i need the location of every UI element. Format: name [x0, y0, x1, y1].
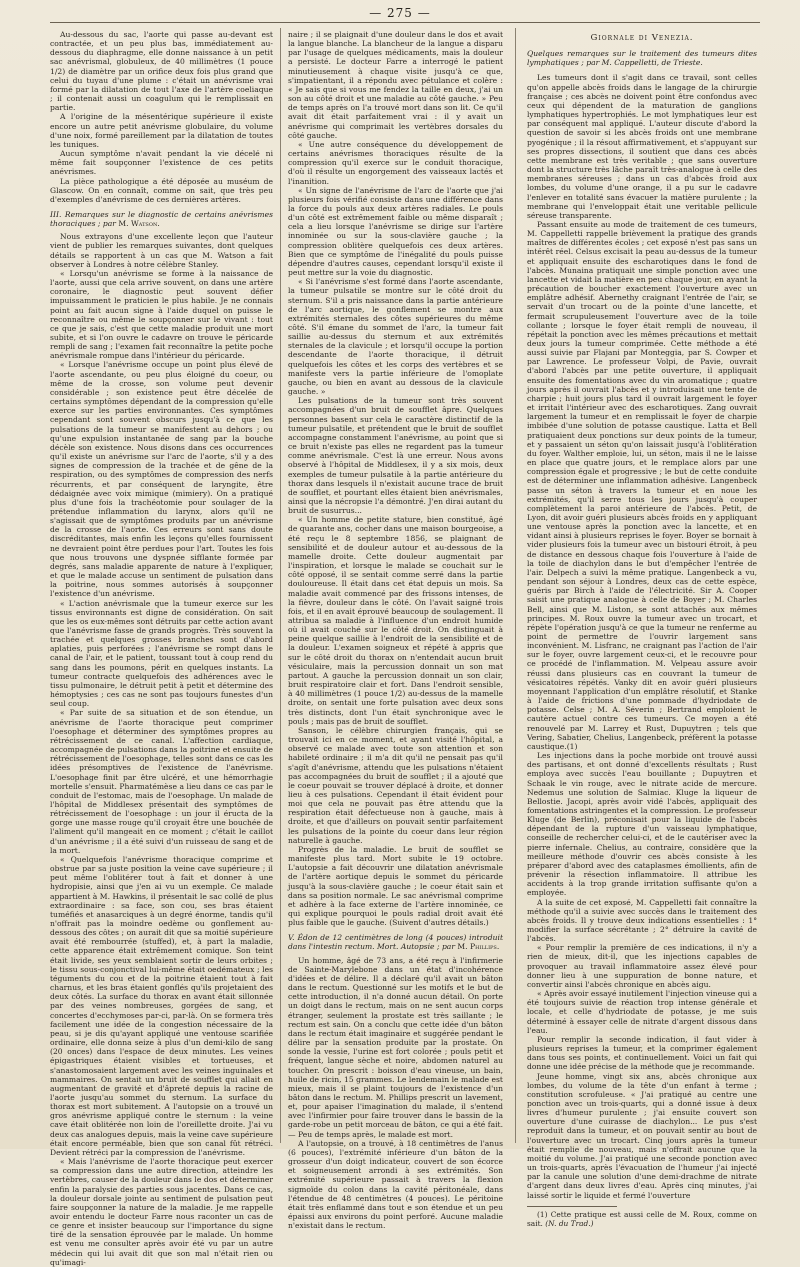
- paragraph: Progrès de la maladie. Le bruit de soufflet se manifeste plus tard. Mort subite le 19 octobre. L'autopsie a fait découvrir une dilatation anévrismale de l'artère aortique depuis le sommet du péricarde jusqu'à la sous-clavière gauche ; le coeur était sain et dans sa position normale. Le sac anévrismal comprime et adhère à la face externe de l'artère innominée, ce qui explique pourquoi le pouls radial droit avait été plus faible que le gauche. (Suivent d'autres détails.): [288, 844, 503, 928]
- section-author: M. Phillips.: [457, 942, 500, 952]
- paragraph: « Si l'anévrisme s'est formé dans l'aorte ascendante, la tumeur pulsatile se montre sur le côté droit du sternum. S'il a pris naissance dans la partie antérieure de l'arc aortique, le gonflement se montre aux extrémités sternales des côtes supérieures du même côté. S'il émane du sommet de l'arc, la tumeur fait saillie au-dessus du sternum et aux extrémités sternales de la clavicule ; et lorsqu'il occupe la portion descendante de l'aorte thoracique, il détruit quelquefois les côtes et les corps des vertèbres et se manifeste vers la partie inférieure de l'omoplate gauche, ou bien en avant au dessous de la clavicule gauche. »: [288, 277, 503, 397]
- paragraph: Aucun symptôme n'avait pendant la vie décelé ni même fait soupçonner l'existence de ces petits anévrismes.: [50, 149, 273, 177]
- paragraph: Sanson, le célèbre chirurgien français, qui se trouvait ici en ce moment, et ayant visité l'hôpital, a observé ce malade avec toute son attention et son habileté ordinaire ; il m'a dit qu'il ne pensait pas qu'il s'agît d'anévrisme, attendu que les pulsations n'étaient pas accompagnées du bruit de soufflet ; il a ajouté que le coeur pouvait se trouver déplacé à droite, et donner lieu à ces pulsations. Cependant il était évident pour moi que cela ne pouvait pas être attendu que la respiration était défectueuse non à gauche, mais à droite, et que d'ailleurs on pouvait sentir parfaitement les pulsations de la pointe du coeur dans leur région naturelle à gauche.: [288, 725, 503, 845]
- author-prefix: par: [441, 942, 455, 952]
- column-1: [50, 30, 273, 1267]
- section-heading-iii: [50, 210, 273, 228]
- column-2: [288, 30, 503, 1231]
- section-title: Édon de 12 centimètres de long (4 pouces) introduit dans l'intestin rectum. Mort. Autopsie ;: [288, 933, 503, 952]
- column-3: [527, 30, 757, 1228]
- paragraph: Jeune homme, vingt six ans, abcès chronique aux lombes, du volume de la tête d'un enfant à terme ; constitution scrofuleuse. « J'ai pratiqué au centre une ponction avec un trois-quarts, qui a donné issue à deux livres d'humeur purulente ; j'ai ensuite couvert son ouverture d'une cuirasse de diachylon... Le pus s'est reproduit dans la tumeur, et on pouvait sentir au bout de l'ouverture avec un trocart. Cinq jours après la tumeur était remplie de nouveau, mais n'offrait aucune que la moitié du volume. J'ai pratiqué une seconde ponction avec un trois-quarts, après l'évacuation de l'humeur j'ai injecté par la canule une solution d'une demi-drachme de nitrate d'argent dans deux livres d'eau. Après cinq minutes, j'ai laissé sortir le liquide et fermé l'ouverture: [527, 1071, 757, 1200]
- section-number: III.: [50, 209, 62, 219]
- page-number: — 275 —: [369, 6, 431, 20]
- section-author: M. Watson.: [118, 219, 160, 229]
- paragraph: « Quelquefois l'anévrisme thoracique comprime et obstrue par sa juste position la veine cave supérieure ; il peut même l'oblitérer tout à fait et donner à une hydropisie, ainsi que j'en ai vu un exemple. Ce malade appartient à M. Hawkins, il présentait le sac collé de plus extraordinaire : sa face, son cou, ses bras étaient tuméfiés et anasarciques à un degré énorme, tandis qu'il n'offrait pas la moindre oedème ou gonflement au-dessous des côtes ; on aurait dit que sa moitié supérieure avait été rembourrée (stuffed), et, à part la maladie, cette apparence était extrêmement comique. Son teint était livide, ses yeux semblaient sortir de leurs orbites ; le tissu sous-conjonctival lui-même était oedémateux ; les téguments du cou et de la poitrine étaient tout à fait charnus, et les bras étaient gonflés qu'ils projetaient des deux côtés. La surface du thorax en avant était sillonnée par des veines nombreuses, gorgées de sang, et concertes d'ecchymoses par-ci, par-là. On se formera très facilement une idée de la congestion nécessaire de la peau, si je dis qu'ayant appliqué une ventouse scarifiée ordinaire, elle donna seize à plus d'un demi-kilo de sang (20 onces) dans l'espace de deux minutes. Les veines épigastriques étaient visibles et tortueuses, et s'anastomosaient largement avec les veines inguinales et mammaires. On sentait un bruit de soufflet qui allait en augmentant de gravité et d'âpreté depuis la racine de l'aorte jusqu'au sommet du sternum. La surface du thorax est mort subitement. A l'autopsie on a trouvé un gros anévrisme appliqué contre le sternum : la veine cave était oblitérée non loin de l'oreillette droite. J'ai vu deux cas analogues depuis, mais la veine cave supérieure était encore perméable, bien que son canal fût rétréci. Devient rétréci par la compression de l'anévrisme.: [50, 854, 273, 1157]
- section-number: V.: [288, 933, 295, 943]
- column-divider-1: [280, 28, 281, 1143]
- paragraph: La pièce pathologique a été déposée au muséum de Glascow. On en connaît, comme on sait, que très peu d'exemples d'anévrisme de ces dernières artères.: [50, 176, 273, 204]
- author-prefix: par: [102, 219, 116, 229]
- paragraph: « Par suite de sa situation et de son étendue, un anévrisme de l'aorte thoracique peut comprimer l'oesophage et déterminer des symptômes propres au rétrécissement de ce canal. L'affection cardiaque, accompagnée de pulsations dans la poitrine et ensuite de rétrécissement de l'oesophage, telles sont dans ce cas les idées présomptives de l'existence de l'anévrisme. L'oesophage finit par être ulcéré, et une hémorrhagie mortelle s'ensuit. Pharmatémèse a lieu dans ce cas par le conduit de l'estomac, mais de l'oesophage. Un malade de l'hôpital de Middlesex présentait des symptômes de rétrécissement de l'oesophage : un jour il éructa de la gorge une masse rouge qu'il croyait être une bouchée de l'aliment qu'il mangeait en ce moment ; c'était le caillot d'un anévrisme ; il a été suivi d'un ruisseau de sang et de la mort.: [50, 708, 273, 855]
- footnote-text: (1) Cette pratique est aussi celle de M. Roux, comme on sait.: [527, 1209, 757, 1228]
- footnote: [527, 1210, 757, 1228]
- article-title: Quelques remarques sur le traitement des tumeurs dites lymphatiques ; par M. Cappelletti, de Trieste.: [527, 49, 757, 68]
- paragraph: « L'action anévrismale que la tumeur exerce sur les tissus environnants est digne de considération. On sait que les os eux-mêmes sont détruits par cette action avant que l'anévrisme fasse de grands progrès. Très souvent la trachée et quelques grosses branches sont d'abord aplaties, puis perforées ; l'anévrisme se rompt dans le canal de l'air, et le patient, toussant tout à coup rend du sang dans les poumons, périt en quelques instants. La tumeur contracte quelquefois des adhérences avec le tissu pulmonaire, le détruit petit à petit et détermine des hémoptysies ; ces cas ne sont pas toujours funestes d'un seul coup.: [50, 598, 273, 709]
- paragraph: Un homme, âgé de 73 ans, a été reçu à l'infirmerie de Sainte-Marylebone dans un état d'incohérence d'idées et de délire. Il a déclaré qu'il avait un bâton dans le rectum. Questionné sur les motifs et le but de cette introduction, il n'a donné aucun détail. On porte un doigt dans le rectum, mais on ne sent aucun corps étranger, seulement la prostate est très saillante ; le rectum est sain. On a conclu que cette idée d'un bâton dans le rectum était imaginaire et suggérée pendant le délire par la sensation produite par la prostate. On sonde la vessie, l'urine est fort colorée ; pouls petit et fréquent, langue sèche et noire, abdomen naturel au toucher. On prescrit : boisson d'eau vineuse, un bain, huile de ricin, 15 grammes. Le lendemain le malade est mieux, mais il se plaint toujours de l'existence d'un bâton dans le rectum. M. Phillips prescrit un lavement, et, pour apaiser l'imagination du malade, il s'entend avec l'infirmier pour faire trouver dans le bassin de la garde-robe un petit morceau de bâton, ce qui a été fait. — Peu de temps après, le malade est mort.: [288, 955, 503, 1139]
- section-title: Remarques sur le diagnostic de certains anévrismes thoraciques ;: [50, 209, 273, 229]
- journal-title: Giornale di Venezia.: [590, 33, 694, 43]
- paragraph: Nous extrayons d'une excellente leçon que l'auteur vient de publier les remarques suivantes, dont quelques détails se rapportent à un cas que M. Watson a fait observer à Londres à notre célèbre Stanley.: [50, 232, 273, 269]
- paragraph: « Une autre conséquence du développement de certains anévrismes thoraciques résulte de la compression qu'il exerce sur le conduit thoracique, d'où il résulte un engorgement des vaisseaux lactés et l'inanition.: [288, 139, 503, 186]
- paragraph: A la suite de cet exposé, M. Cappelletti fait connaître la méthode qu'il a suivie avec succès dans le traitement des abcès froids. Il y trouve deux indications essentielles : 1° modifier la surface sécrétante ; 2° détruire la cavité de l'abcès.: [527, 897, 757, 944]
- paragraph: « Après avoir essayé inutilement l'injection vineuse qui a été toujours suivie de réaction trop intense générale et locale, et celle d'hydriodate de potasse, je me suis déterminé à essayer celle de nitrate d'argent dissous dans l'eau.: [527, 989, 757, 1035]
- paragraph: « Mais l'anévrisme de l'aorte thoracique peut exercer sa compression dans une autre direction, atteindre les vertèbres, causer de la douleur dans le dos et déterminer enfin la paralysie des parties sous jacentes. Dans ce cas, la douleur dorsale jointe au sentiment de pulsation peut faire soupçonner la nature de la maladie. Je me rappelle avoir entendu le docteur Farre nous raconter un cas de ce genre et insister beaucoup sur l'importance du signe tiré de la sensation éprouvée par le malade. Un homme est venu me consulter après avoir été vu par un autre médecin qui lui avait dit que son mal n'était rien ou qu'imagi-: [50, 1157, 273, 1267]
- paragraph: naire ; il se plaignait d'une douleur dans le dos et avait la langue blanche. La blancheur de la langue a disparu par l'usage de quelques médicaments, mais la douleur a persisté. Le docteur Farre a interrogé le patient minutieusement à chaque visite jusqu'à ce que, s'impatientant, il a répondu avec pétulance et colère : « Je sais que si vous me fendez la taille en deux, j'ai un son au côté droit et une maladie au côté gauche. » Peu de temps après on l'a trouvé mort dans son lit. Ce qu'il avait dit était parfaitement vrai : il y avait un anévrisme qui comprimait les vertèbres dorsales du côté gauche.: [288, 30, 503, 140]
- header-rule: [50, 22, 760, 23]
- paragraph: « Un homme de petite stature, bien constitué, âgé de quarante ans, cocher dans une maison bourgeoise, a été reçu le 8 septembre 1856, se plaignant de sensibilité et de douleur autour et au-dessous de la mamelle droite. Cette douleur augmentait par l'inspiration, et lorsque le malade se couchait sur le côté opposé, il se sentait comme serré dans la partie douloureuse. Il était dans cet état depuis un mois. Sa maladie avait commencé par des frissons intenses, de la fièvre, douleur dans le côté. On l'avait saigné trois fois, et il en avait éprouvé beaucoup de soulagement. Il attribua sa maladie à l'influence d'un endroit humide où il avait couché sur le côté droit. On distinguait à peine quelque saillie à l'endroit de la sensibilité et de la douleur. L'examen soigneux et répété à appris que sur le côté droit du thorax on n'entendait aucun bruit vésiculaire, mais la percussion donnait un son mat partout. A gauche la percussion donnait un son clair, bruit respiratoire clair et fort. Dans l'endroit sensible, à 40 millimètres (1 pouce 1/2) au-dessus de la mamelle droite, on sentait une forte pulsation avec deux sons très distincts, dont l'un était synchronique avec le pouls ; mais pas de bruit de soufflet.: [288, 515, 503, 726]
- section-heading-v: [288, 933, 503, 951]
- paragraph: Les pulsations de la tumeur sont très souvent accompagnées d'un bruit de soufflet âpre. Quelques personnes basent sur cela le caractère distinctif de la tumeur pulsatile, et prétendent que le bruit de soufflet accompagne constamment l'anévrisme, au point que si ce bruit n'existe pas elles ne regardent pas la tumeur comme anévrismale. C'est là une erreur. Nous avons observé à l'hôpital de Middlesex, il y a six mois, deux exemples de tumeur pulsatile à la partie antérieure du thorax dans lesquels il n'existait aucune trace de bruit de soufflet, et pourtant elles étaient bien anévrismales, ainsi que la nécropsie l'a démontré. J'en dirai autant du bruit de susurrus...: [288, 396, 503, 516]
- paragraph: A l'origine de la mésentérique supérieure il existe encore un autre petit anévrisme globulaire, du volume d'une noix, formé pareillement par la dilatation de toutes les tuniques.: [50, 112, 273, 149]
- paragraph: A l'autopsie, on a trouvé, à 18 centimètres de l'anus (6 pouces), l'extrémité inférieure d'un bâton de la grosseur d'un doigt indicateur, couvert de son écorce et soigneusement arrondi à ses extrémités. Son extrémité supérieure passait à travers la flexion sigmoïde du colon dans la cavité péritonéale, dans l'étendue de 48 centimètres (4 pouces). Le péritoine était très enflammé dans tout e son étendue et un peu épaissi aux environs du point perforé. Aucune maladie n'existait dans le rectum.: [288, 1138, 503, 1231]
- paragraph: « Un signe de l'anévrisme de l'arc de l'aorte que j'ai plusieurs fois vérifié consiste dans une différence dans la force du pouls aux deux artères radiales. Le pouls d'un côté est extrêmement faible ou même disparaît ; cela a lieu lorsque l'anévrisme se dirige sur l'artère innominée ou sur la sous-clavière gauche ; la compression oblitère quelquefois ces deux artères. Bien que ce symptôme de l'inégalité du pouls puisse dépendre d'autres causes, cependant lorsqu'il existe il peut mettre sur la voie du diagnostic.: [288, 185, 503, 278]
- paragraph: Passant ensuite au mode de traitement de ces tumeurs, M. Cappelletti rappelle brièvement la pratique des grands maîtres de différentes écoles ; cet exposé n'est pas sans un intérêt réel. Celsus excisait la peau au-dessus de la tumeur et appliquait ensuite des escharotiques dans le fond de l'abcès. Munaina pratiquait une simple ponction avec une lancette et vidait la matière en peu chaque jour, en ayant la précaution de boucher exactement l'ouverture avec un emplâtre adhésif. Abernethy craignant l'entrée de l'air, se servait d'un trocart ou de la pointe d'une lancette, et fermait scrupuleusement l'ouverture avec de la toile collante ; lorsque le foyer était rempli de nouveau, il répétait la ponction avec les mêmes précautions et mettait deux jours la tumeur comprimée. Cette méthode a été aussi suivie par Flajani par Monteggia, par S. Cowper et par Lawrence. Le professeur Volpi, de Pavie, ouvrait d'abord l'abcès par une petite ouverture, il appliquait ensuite des fomentations avec du vin aromatique ; quatre jours après il ouvrait l'abcès et y introduisait une tente de charpie ; huit jours plus tard il ouvrait largement le foyer et irritait l'intérieur avec des escharotiques. Zang ouvrait largement la tumeur et en remplissait le foyer de charpie imbibée d'une solution de potasse caustique. Latta et Bell pratiquaient deux ponctions sur deux points de la tumeur, et y passaient un séton qu'on laissait jusqu'à l'oblitération du foyer. Walther emploie, lui, un séton, mais il ne le laisse en place que quatre jours, et le remplace alors par une compression égale et progressive ; le but de cette conduite est de déterminer une inflammation adhésive. Langenbeck passe un séton à travers la tumeur et en noue les extrémités, qu'il serre tous les jours jusqu'à couper complètement la paroi antérieure de l'abcès. Petit, de Lyon, dit avoir guéri plusieurs abcès froids en y appliquant une ventouse après la ponction avec la lancette, et en vidant ainsi à plusieurs reprises le foyer. Boyer se bornait à vider plusieurs fois la tumeur avec un bistouri étroit, à peu de distance en dessous chaque fois l'ouverture à l'aide de la toile de diachylon dans le but d'empêcher l'entrée de l'air. Delpech a suivi la même pratique. Langenbeck a vu, pendant son séjour à Londres, deux cas de cette espèce, guéris par Birch à l'aide de l'électricité. Sir A. Cooper saisit une pratique analogue à celle de Boyer ; M. Charles Bell, ainsi que M. Liston, se sont attachés aux mêmes principes. M. Roux ouvre la tumeur avec un trocart, et répète l'opération jusqu'à ce que la tumeur ne renferme au point de permettre de l'ouvrir largement sans inconvénient. M. Lisfranc, ne craignant pas l'action de l'air sur le foyer, ouvre largement ceux-ci, et le recouvre pour ce procédé de l'inflammation. M. Velpeau assure avoir réussi dans plusieurs cas en couvrant la tumeur de vésicatoires répétés. Vanky dit en avoir guéri plusieurs moyennant l'application d'un emplâtre résolutif, et Stanke à l'aide de frictions d'une pommade d'hydriodate de potasse. Celse ; M. A. Séverin ; Bertrand emploient le cautère actuel contre ces tumeurs. Ce moyen a été renouvelé par M. Larrey et Rust, Dupuytren ; tels que Vering, Sabatier, Chelius, Langenbeck, préfèrent la potasse caustique.(1): [527, 219, 757, 751]
- paragraph: Pour remplir la seconde indication, il faut vider à plusieurs reprises la tumeur, et la comprimer également dans tous ses points, et continuellement. Voici un fait qui donne une idée précise de la méthode que je recommande.: [527, 1034, 757, 1072]
- column-divider-2: [515, 28, 516, 1143]
- footnote-rule: [527, 1206, 617, 1207]
- footnote-credit: (N. du Trad.): [545, 1218, 594, 1228]
- paragraph: Au-dessous du sac, l'aorte qui passe au-devant est contractée, et un peu plus bas, immédiatement au-dessous du diaphragme, elle donne naissance à un petit sac anévrismal, globuleux, de 40 millimètres (1 pouce 1/2) de diamètre par un orifice deux fois plus grand que celui du tuyau d'une plume : c'était un anévrisme vrai formé par la dilatation de tout l'axe de l'artère coeliaque ; il contenait aussi un coagulum qui le remplissait en partie.: [50, 30, 273, 113]
- paragraph: « Lorsqu'un anévrisme se forme à la naissance de l'aorte, aussi que cela arrive souvent, on dans une artère coronaire, le diagnostic peut souvent défier impuissamment le praticien le plus habile. Je ne connais point au fait aucun signe à l'aide duquel on puisse le reconnaître ou même le soupçonner sur le vivant : tout ce que je sais, c'est que cette maladie produit une mort subite, et si l'on ouvre le cadavre on trouve le péricarde rempli de sang ; l'examen fait reconnaître la petite poche anévrismale rompue dans l'intérieur du péricarde.: [50, 268, 273, 361]
- paragraph: « Lorsque l'anévrisme occupe un point plus élevé de l'aorte ascendante, ou peu plus éloigné du coeur, ou même de la crosse, son volume peut devenir considérable ; son existence peut être décelée de certains symptômes dépendant de la compression qu'elle exerce sur les parties environnantes. Ces symptômes cependant sont souvent obscurs jusqu'à ce que les pulsations de la tumeur se manifestent au dehors ; ou qu'une expulsion instantanée de sang par la bouche décèle son existence. Nous disons dans ces occurrences qu'il existe un anévrisme sur l'arc de l'aorte, s'il y a des signes de compression de la trachée et de gêne de la respiration, ou des symptômes de compression des nerfs récurrents, et par conséquent de laryngite, être dédaignée avec voix mimique (mimiery). On a pratiqué plus d'une fois la trachéotomie pour soulager de la prétendue inflammation du larynx, alors qu'il ne s'agissait que de symptômes produits par un anévrisme de la crosse de l'aorte. Ces erreurs sont sans doute discréditantes, mais enfin les leçons qu'elles fournissent ne devraient point être perdues pour l'art. Toutes les fois que nous trouvons une dyspnée sifflante formée par degrés, sans maladie apparente de nature à l'expliquer, et que le malade accuse un sentiment de pulsation dans la poitrine, nous sommes autorisés à soupçonner l'existence d'un anévrisme.: [50, 360, 273, 599]
- paragraph: Les injections dans la poche morbide ont trouvé aussi des partisans, et ont donné d'excellents résultats ; Rust employa avec succès l'eau bouillante ; Dupuytren et Schaak le vin rouge, avec le nitrate acide de mercure. Nedemus une solution de Salmiac. Kluge la liqueur de Bellostie. Jacopi, après avoir vidé l'abcès, appliquait des fomentations astringentes et la compression. Le professeur Kluge (de Berlin), préconisait pour la liquide de l'abcès dépendant de la rupture d'un vaisseau lymphatique, conseille de rechercher celui-ci, et de le cautériser avec la pierre infernale. Chelius, au contraire, considère que la meilleure méthode d'ouvrir ces abcès consiste à les préparer d'abord avec des cataplasmes émollients, afin de prévenir la résection inflammatoire. Il attribue les accidents à la trop grande irritation suffisante qu'on a employée.: [527, 751, 757, 898]
- paragraph: Les tumeurs dont il s'agit dans ce travail, sont celles qu'on appelle abcès froids dans le langage de la chirurgie française ; ces abcès ne doivent point être confondus avec ceux qui dépendent de la maturation de ganglions lymphatiques hypertrophiés. Le mot lymphatiques leur est par conséquent mal appliqué. L'auteur discute d'abord la question de savoir si les abcès froids ont une membrane pyogénique ; il la résout affirmativement, et s'appuyant sur ses propres dissections, il soutient que dans ces abcès cette membrane est très veritable ; que sans ouverture dont la structure très lâche paraît très-analogue à celle des membranes séreuses ; dans un cas d'abcès froid aux lombes, du volume d'une orange, il a pu sur le cadavre l'enlever en totalité sans évacuer la matière purulente ; la membrane qui l'enveloppait était une veritable pellicule séreuse transparente.: [527, 73, 757, 220]
- paragraph: « Pour remplir la première de ces indications, il n'y a rien de mieux, dit-il, que les injections capables de provoquer au travail inflammatoire assez élevé pour donner lieu à une suppuration de bonne nature, et convertir ainsi l'abcès chronique en abcès aigu.: [527, 943, 757, 989]
